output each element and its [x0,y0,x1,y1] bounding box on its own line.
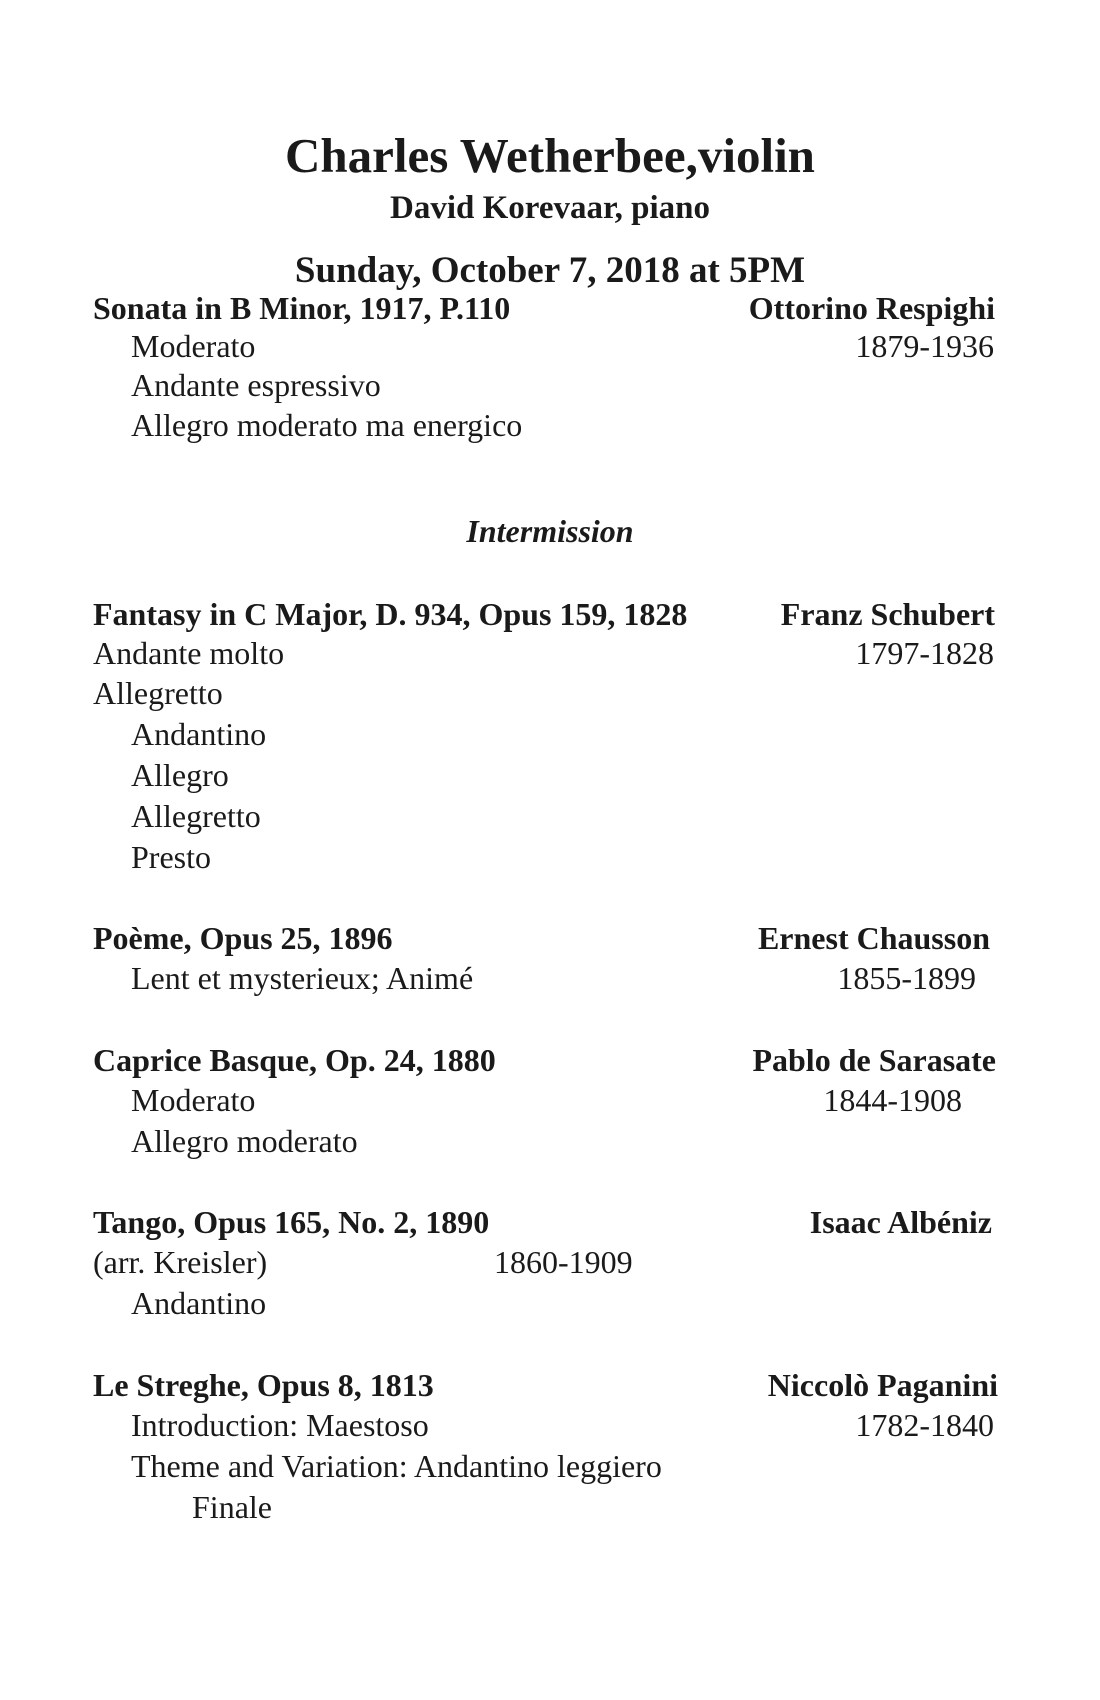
movement: Andante espressivo [131,367,381,403]
composer-name: Niccolò Paganini [767,1367,998,1403]
intermission-label: Intermission [466,513,634,549]
movement: Presto [131,839,211,875]
composer-dates: 1797-1828 [855,635,994,671]
composer-dates: 1844-1908 [823,1082,962,1118]
composer-name: Ottorino Respighi [748,290,995,326]
composer-name: Franz Schubert [780,596,995,632]
movement: Moderato [131,1082,256,1118]
composer-name: Isaac Albéniz [809,1204,992,1240]
movement: Moderato [131,328,256,364]
composer-dates: 1879-1936 [855,328,994,364]
piece-title: Poème, Opus 25, 1896 [93,920,393,956]
movement: Andantino [131,1285,267,1321]
piece-title: Caprice Basque, Op. 24, 1880 [93,1042,496,1078]
performer-heading: Charles Wetherbee,violin [285,128,815,183]
movement: Lent et mysterieux; Animé [131,960,474,996]
piece-title: Tango, Opus 165, No. 2, 1890 [93,1204,490,1240]
composer-name: Pablo de Sarasate [752,1042,996,1078]
movement: Allegro [131,757,229,793]
movement: Allegretto [93,675,223,711]
composer-dates: 1855-1899 [837,960,976,996]
movement: Theme and Variation: Andantino leggiero [131,1448,662,1484]
arrangement-note: (arr. Kreisler) [93,1244,268,1280]
movement: Finale [192,1489,272,1525]
composer-dates: 1860-1909 [494,1244,633,1280]
movement: Allegro moderato [131,1123,358,1159]
piece-title: Sonata in B Minor, 1917, P.110 [93,290,511,326]
composer-dates: 1782-1840 [855,1407,994,1443]
piece-title: Le Streghe, Opus 8, 1813 [93,1367,434,1403]
concert-date: Sunday, October 7, 2018 at 5PM [294,250,806,291]
movement: Introduction: Maestoso [131,1407,429,1443]
movement: Allegro moderato ma energico [131,407,523,443]
movement: Andantino [131,716,267,752]
piece-title: Fantasy in C Major, D. 934, Opus 159, 1828 [93,596,688,632]
movement: Andante molto [93,635,285,671]
composer-name: Ernest Chausson [757,920,990,956]
pianist-subheading: David Korevaar, piano [390,190,710,226]
movement: Allegretto [131,798,261,834]
